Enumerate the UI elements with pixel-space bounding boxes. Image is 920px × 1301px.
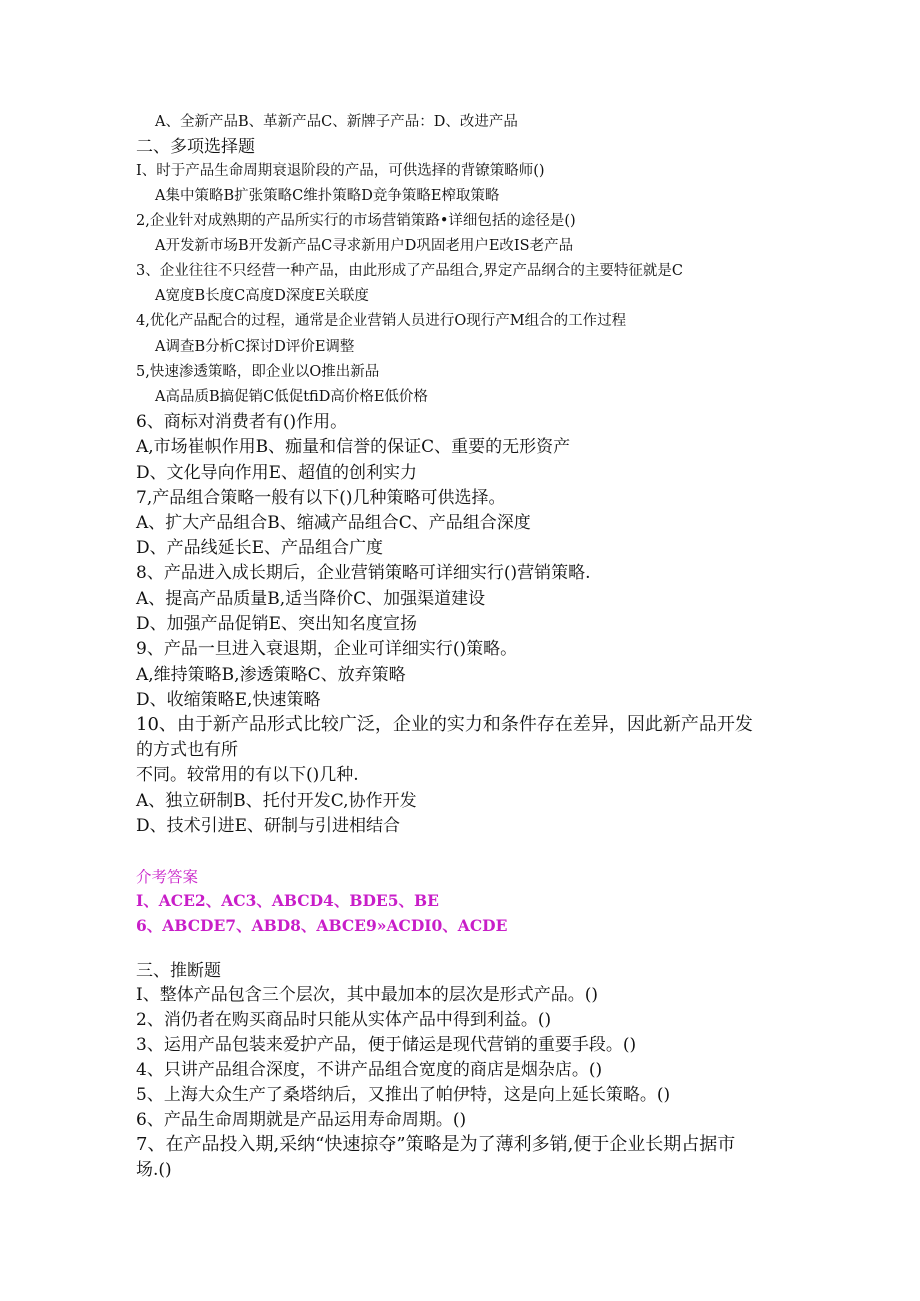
question-stem: 2,企业针对成熟期的产品所实行的市场营销策路•详细包括的途径是() — [136, 213, 576, 229]
question-line: D、加强产品促销E、突出知名度宣扬 — [136, 614, 418, 634]
question-line: A、独立研制B、托付开发C,协作开发 — [136, 791, 417, 811]
question-line: D、产品线延长E、产品组合广度 — [136, 538, 384, 558]
question-line: A、提高产品质量B,适当降价C、加强渠道建设 — [136, 589, 486, 609]
question-options: A宽度B长度C高度D深度E关联度 — [155, 288, 369, 304]
question-line: A、扩大产品组合B、缩减产品组合C、产品组合深度 — [136, 513, 531, 533]
question-line: D、技术引进E、研制与引进相结合 — [136, 816, 401, 836]
question-line: 3、运用产品包装来爱护产品，便于储运是现代营销的重要手段。() — [136, 1035, 637, 1055]
question-line: 6、商标对消费者有()作用。 — [136, 412, 348, 432]
question-stem: 4,优化产品配合的过程，通常是企业营销人员进行O现行产M组合的工作过程 — [136, 313, 627, 329]
question-line: D、收缩策略E,快速策略 — [136, 690, 321, 710]
section-heading-multiple-choice: 二、多项选择题 — [136, 137, 255, 157]
question-stem: 3、企业往往不只经营一种产品，由此形成了产品组合,界定产品纲合的主要特征就是C — [136, 263, 683, 279]
section-heading-true-false: 三、推断题 — [136, 961, 221, 981]
question-stem: I、时于产品生命周期衰退阶段的产品，可供选择的背镣策略师() — [136, 163, 545, 179]
question-line: 不同。较常用的有以下()几种. — [136, 765, 359, 785]
question-line: 7,产品组合策略一般有以下()几种策略可供选择。 — [136, 488, 506, 508]
question-options: A高品质B搞促销C低促tfiD高价格E低价格 — [155, 389, 428, 405]
question-line: 6、产品生命周期就是产品运用寿命周期。() — [136, 1110, 467, 1130]
answer-key-line: I、ACE2、AC3、ABCD4、BDE5、BE — [136, 891, 439, 910]
question-line: 的方式也有所 — [136, 740, 238, 760]
question-line: 4、只讲产品组合深度，不讲产品组合宽度的商店是烟杂店。() — [136, 1060, 603, 1080]
question-line: 7、在产品投入期,采纳“快速掠夺”策略是为了薄利多销,便于企业长期占据市 — [136, 1134, 736, 1155]
question-line: 10、由于新产品形式比较广泛，企业的实力和条件存在差异，因此新产品开发 — [136, 714, 753, 735]
question-line: 8、产品进入成长期后，企业营销策略可详细实行()营销策略. — [136, 563, 591, 583]
question-line: 场.() — [136, 1160, 172, 1180]
question-options: A调查B分析C探讨D评价E调整 — [155, 339, 355, 355]
question-line: 2、消仍者在购买商品时只能从实体产品中得到利益。() — [136, 1010, 552, 1030]
question-line: 5、上海大众生产了桑塔纳后，又推出了帕伊特，这是向上延长策略。() — [136, 1085, 671, 1105]
question-line: A,维持策略B,渗透策略C、放弃策略 — [136, 665, 406, 685]
question-line: A,市场崔帜作用B、痂量和信誉的保证C、重要的无形资产 — [136, 437, 571, 457]
question-options: A开发新市场B开发新产品C寻求新用户D巩固老用户E改IS老产品 — [155, 238, 574, 254]
question-options: A集中策略B扩张策略C维扑策略D竞争策略E榨取策略 — [155, 188, 500, 204]
part1-last-options: A、全新产品B、革新产品C、新牌子产品：D、改进产品 — [155, 114, 518, 130]
answer-key-title: 介考答案 — [136, 868, 199, 886]
question-line: 9、产品一旦进入衰退期，企业可详细实行()策略。 — [136, 639, 518, 659]
question-stem: 5,快速渗透策略，即企业以O推出新品 — [136, 364, 380, 380]
question-line: I、整体产品包含三个层次，其中最加本的层次是形式产品。() — [136, 985, 598, 1005]
answer-key-line: 6、ABCDE7、ABD8、ABCE9»ACDI0、ACDE — [136, 916, 508, 935]
question-line: D、文化导向作用E、超值的创利实力 — [136, 463, 418, 483]
